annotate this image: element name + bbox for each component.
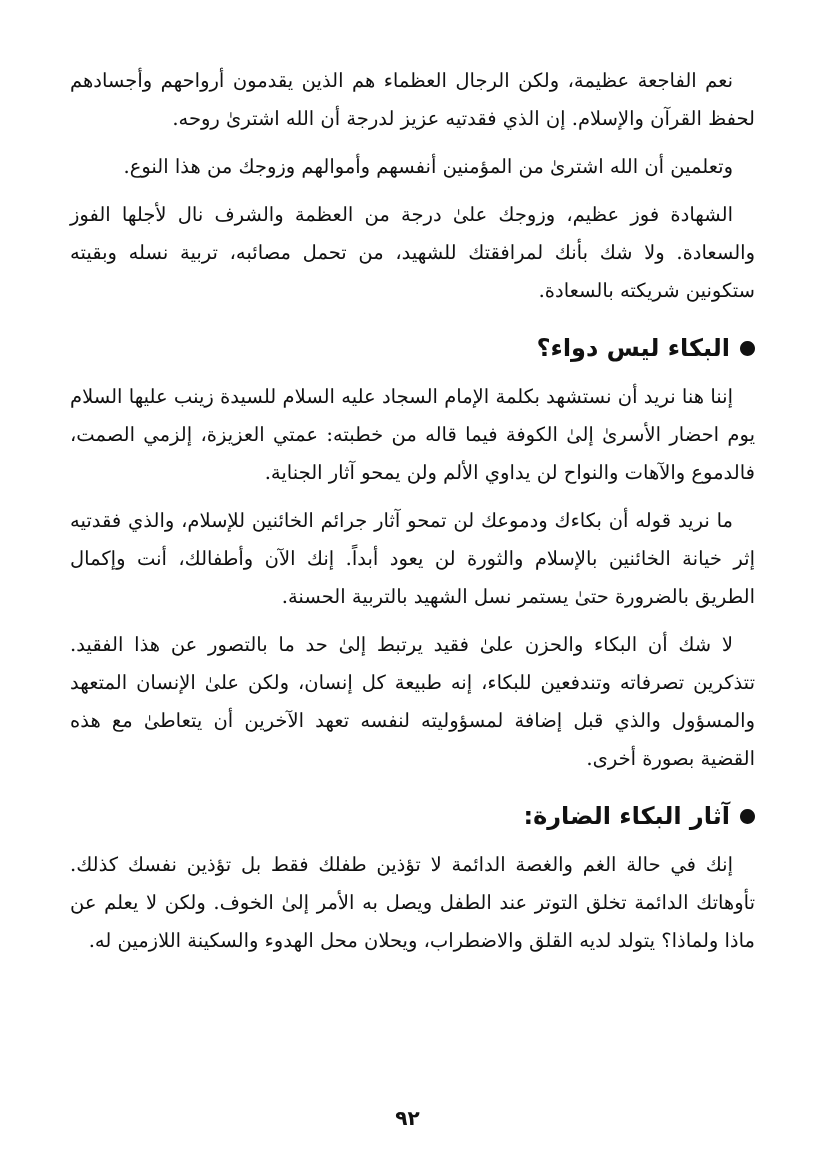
page-body: [70, 62, 755, 970]
page-number: ٩٢: [395, 1106, 420, 1130]
paragraph-constant-grief: إنك في حالة الغم والغصة الدائمة لا تؤذين طفلك فقط بل تؤذين نفسك كذلك. تأوهاتك الدائمة تخلق التوتر عند الطفل ويصل به الأمر إلىٰ الخوف. ولكن لا يعلم عن ماذا ولماذا؟ يتولد لديه القلق والاضطراب، ويحلان محل الهدوء والسكينة اللازمين له.: [70, 853, 756, 952]
paragraph-great-tragedy: نعم الفاجعة عظيمة، ولكن الرجال العظماء هم الذين يقدمون أرواحهم وأجسادهم لحفظ القرآن والإسلام. إن الذي فقدتيه عزيز لدرجة أن الله اشترىٰ روحه.: [70, 69, 755, 130]
section-heading-text: البكاء ليس دواء؟: [536, 334, 730, 362]
bullet-icon: [740, 809, 755, 824]
section-heading-text: آثار البكاء الضارة:: [523, 802, 730, 830]
bullet-icon: [740, 341, 755, 356]
section-heading-harmful-effects: [70, 796, 755, 836]
paragraph-grief-and-memory: لا شك أن البكاء والحزن علىٰ فقيد يرتبط إلىٰ حد ما بالتصور عن هذا الفقيد. تتذكرين تصرفاته وتندفعين للبكاء، إنه طبيعة كل إنسان، ولكن علىٰ الإنسان المتعهد والمسؤول والذي قبل إضافة لمسؤوليته لنفسه تعهد الآخرين أن يتعاطىٰ مع هذه القضية بصورة أخرى.: [70, 633, 755, 770]
paragraph-god-bought: وتعلمين أن الله اشترىٰ من المؤمنين أنفسهم وأموالهم وزوجك من هذا النوع.: [123, 155, 733, 178]
paragraph-martyrdom-victory: الشهادة فوز عظيم، وزوجك علىٰ درجة من العظمة والشرف نال لأجلها الفوز والسعادة. ولا شك بأنك لمرافقتك للشهيد، من تحمل مصائبه، تربية نسله وبقيته ستكونين شريكته بالسعادة.: [70, 203, 755, 302]
paragraph-tears-wont-erase: ما نريد قوله أن بكاءك ودموعك لن تمحو آثار جرائم الخائنين للإسلام، والذي فقدتيه إثر خيانة الخائنين بالإسلام والثورة لن يعود أبداً. إنك الآن وأطفالك، أنت وإكمال الطريق بالضرورة حتىٰ يستمر نسل الشهيد بالتربية الحسنة.: [70, 509, 755, 608]
section-heading-crying-not-cure: [70, 328, 755, 368]
paragraph-imam-sajjad-quote: إننا هنا نريد أن نستشهد بكلمة الإمام السجاد عليه السلام للسيدة زينب عليها السلام يوم احضار الأسرىٰ إلىٰ الكوفة فيما قاله من خطبته: عمتي العزيزة، إلزمي الصمت، فالدموع والآهات والنواح لن يداوي الألم ولن يمحو آثار الجناية.: [70, 385, 755, 484]
